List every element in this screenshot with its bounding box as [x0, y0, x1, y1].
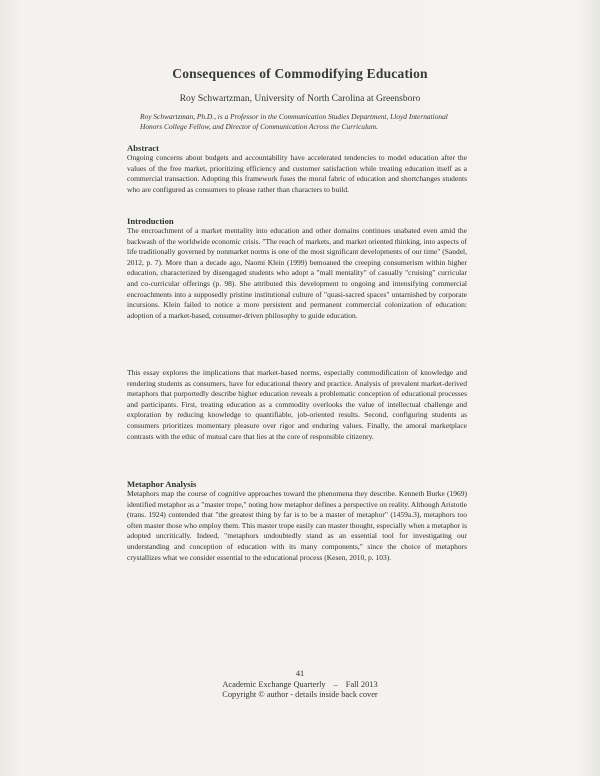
- abstract-section: [127, 143, 467, 195]
- abstract-heading: Abstract: [127, 143, 159, 153]
- page-number: 41: [295, 669, 305, 678]
- author-line: Roy Schwartzman, University of North Carolina at Greensboro: [179, 94, 421, 104]
- copyright-line: Copyright © author - details inside back cover: [222, 690, 378, 700]
- metaphor-analysis-heading: Metaphor Analysis: [127, 479, 197, 489]
- introduction-section: [127, 216, 467, 321]
- introduction-paragraph-1: The encroachment of a market mentality into education and other domains continues unabated even amid the backwash of the worldwide economic crisis. "The reach of markets, and market oriented thinking, into aspects of life traditionally governed by nonmarket norms is one of the most significant developments of our time" (Sandel, 2012, p. 7). More than a decade ago, Naomi Klein (1999) bemoaned the creeping consumerism within higher education, characterized by disengaged students who adopt a "mall mentality" of casually "cruising" curricular and co-curricular offerings (p. 98). She attributed this development to ongoing and intensifying commercial encroachments into a supposedly pristine institutional culture of "quasi-sacred spaces" untarnished by corporate incursions. Klein failed to notice a more persistent and permanent commercial colonization of education: adoption of a market-based, consumer-driven philosophy to guide education.: [127, 226, 467, 320]
- introduction-paragraph-2-block: [127, 368, 467, 442]
- journal-name: Academic Exchange Quarterly: [222, 679, 326, 689]
- introduction-heading: Introduction: [127, 216, 174, 226]
- author-bio: Roy Schwartzman, Ph.D., is a Professor in the Communication Studies Department, Lloyd International Honors College Fellow, and Director of Communication Across the Curriculum.: [140, 112, 448, 131]
- page-footer: [0, 669, 600, 701]
- journal-issue: Fall 2013: [345, 679, 378, 689]
- journal-line: [0, 680, 600, 691]
- journal-separator: –: [333, 679, 338, 689]
- introduction-paragraph-2: This essay explores the implications that market-based norms, especially commodification of knowledge and rendering students as consumers, have for educational theory and practice. Analysis of prevalent market-derived metaphors that purportedly describe higher education reveals a problematic conception of educational processes and participants. First, treating education as a commodity overlooks the value of intellectual challenge and exploration by reducing knowledge to quantifiable, job-oriented results. Second, configuring students as consumers prioritizes momentary pleasure over rigor and enduring values. Finally, the amoral marketplace contrasts with the ethic of mutual care that lies at the core of responsible citizenry.: [127, 368, 467, 441]
- metaphor-analysis-text: Metaphors map the course of cognitive approaches toward the phenomena they describe. Kenneth Burke (1969) identified metaphor as a "master trope," noting how metaphor defines a perspective on reality. Although Aristotle (trans. 1924) contended that "the greatest thing by far is to be a master of metaphor" (1459a.3), metaphors too often master those who employ them. This master trope easily can master thought, especially when a metaphor is adopted uncritically. Indeed, "metaphors undoubtedly stand as an essential tool for investigating our understanding and conception of education with its many components," since the choice of metaphors crystallizes what we consider essential to the educational process (Kesen, 2010, p. 103).: [127, 489, 467, 562]
- metaphor-analysis-section: [127, 479, 467, 563]
- article-title: Consequences of Commodifying Education: [172, 66, 428, 81]
- abstract-text: Ongoing concerns about budgets and accountability have accelerated tendencies to model education after the values of the free market, prioritizing efficiency and customer satisfaction while treating education itself as a commercial transaction. Adopting this framework fuses the moral fabric of education and shortchanges students who are configured as consumers to please rather than characters to build.: [127, 153, 467, 194]
